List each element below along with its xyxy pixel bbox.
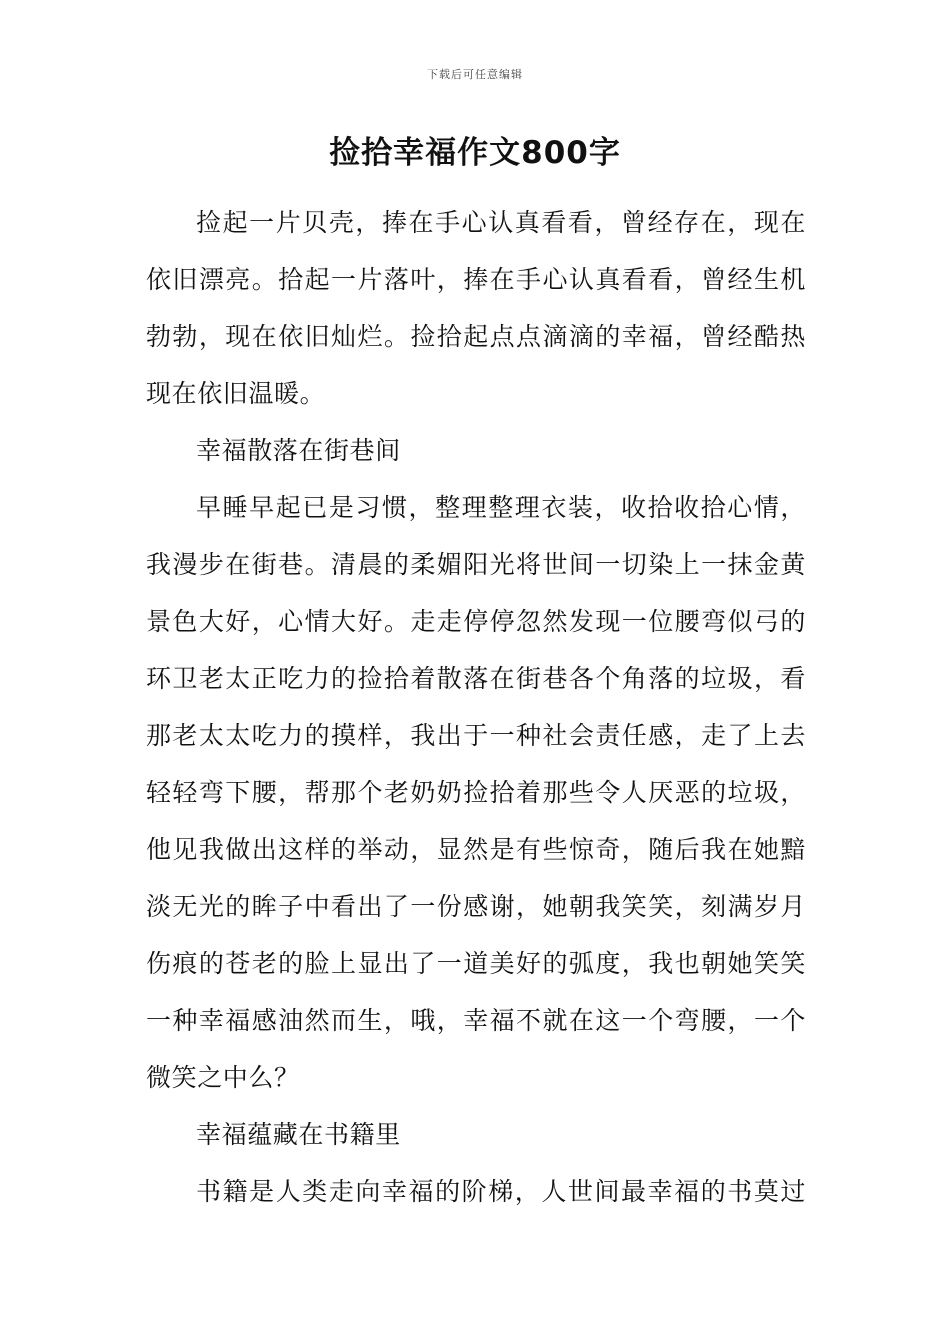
paragraph-line: 一种幸福感油然而生，哦，幸福不就在这一个弯腰，一个 bbox=[146, 1006, 806, 1035]
paragraph-line: 伤痕的苍老的脸上显出了一道美好的弧度，我也朝她笑笑 bbox=[146, 949, 806, 978]
paragraph-line: 依旧漂亮。拾起一片落叶，捧在手心认真看看，曾经生机 bbox=[146, 265, 806, 294]
paragraph-line: 淡无光的眸子中看出了一份感谢，她朝我笑笑，刻满岁月 bbox=[146, 892, 806, 921]
paragraph-line: 早睡早起已是习惯，整理整理衣装，收拾收拾心情， bbox=[196, 493, 806, 522]
paragraph-line: 书籍是人类走向幸福的阶梯，人世间最幸福的书莫过 bbox=[196, 1177, 806, 1206]
paragraph-line: 那老太太吃力的摸样，我出于一种社会责任感，走了上去 bbox=[146, 721, 806, 750]
paragraph-line: 景色大好，心情大好。走走停停忽然发现一位腰弯似弓的 bbox=[146, 607, 806, 636]
header-note: 下载后可任意编辑 bbox=[427, 68, 523, 81]
paragraph-line: 轻轻弯下腰，帮那个老奶奶捡拾着那些令人厌恶的垃圾， bbox=[146, 778, 806, 807]
paragraph-line: 勃勃，现在依旧灿烂。捡拾起点点滴滴的幸福，曾经酷热 bbox=[146, 322, 806, 351]
paragraph-line: 微笑之中么？ bbox=[146, 1063, 300, 1092]
paragraph-line: 现在依旧温暖。 bbox=[146, 379, 326, 408]
paragraph-line: 环卫老太正吃力的捡拾着散落在街巷各个角落的垃圾，看 bbox=[146, 664, 806, 693]
paragraph-line: 我漫步在街巷。清晨的柔媚阳光将世间一切染上一抹金黄 bbox=[146, 550, 806, 579]
section-heading: 幸福蕴藏在书籍里 bbox=[196, 1120, 401, 1149]
paragraph-line: 他见我做出这样的举动，显然是有些惊奇，随后我在她黯 bbox=[146, 835, 806, 864]
paragraph-line: 捡起一片贝壳，捧在手心认真看看，曾经存在，现在 bbox=[196, 208, 806, 237]
page-title: 捡拾幸福作文800字 bbox=[329, 135, 621, 171]
section-heading: 幸福散落在街巷间 bbox=[196, 436, 401, 465]
